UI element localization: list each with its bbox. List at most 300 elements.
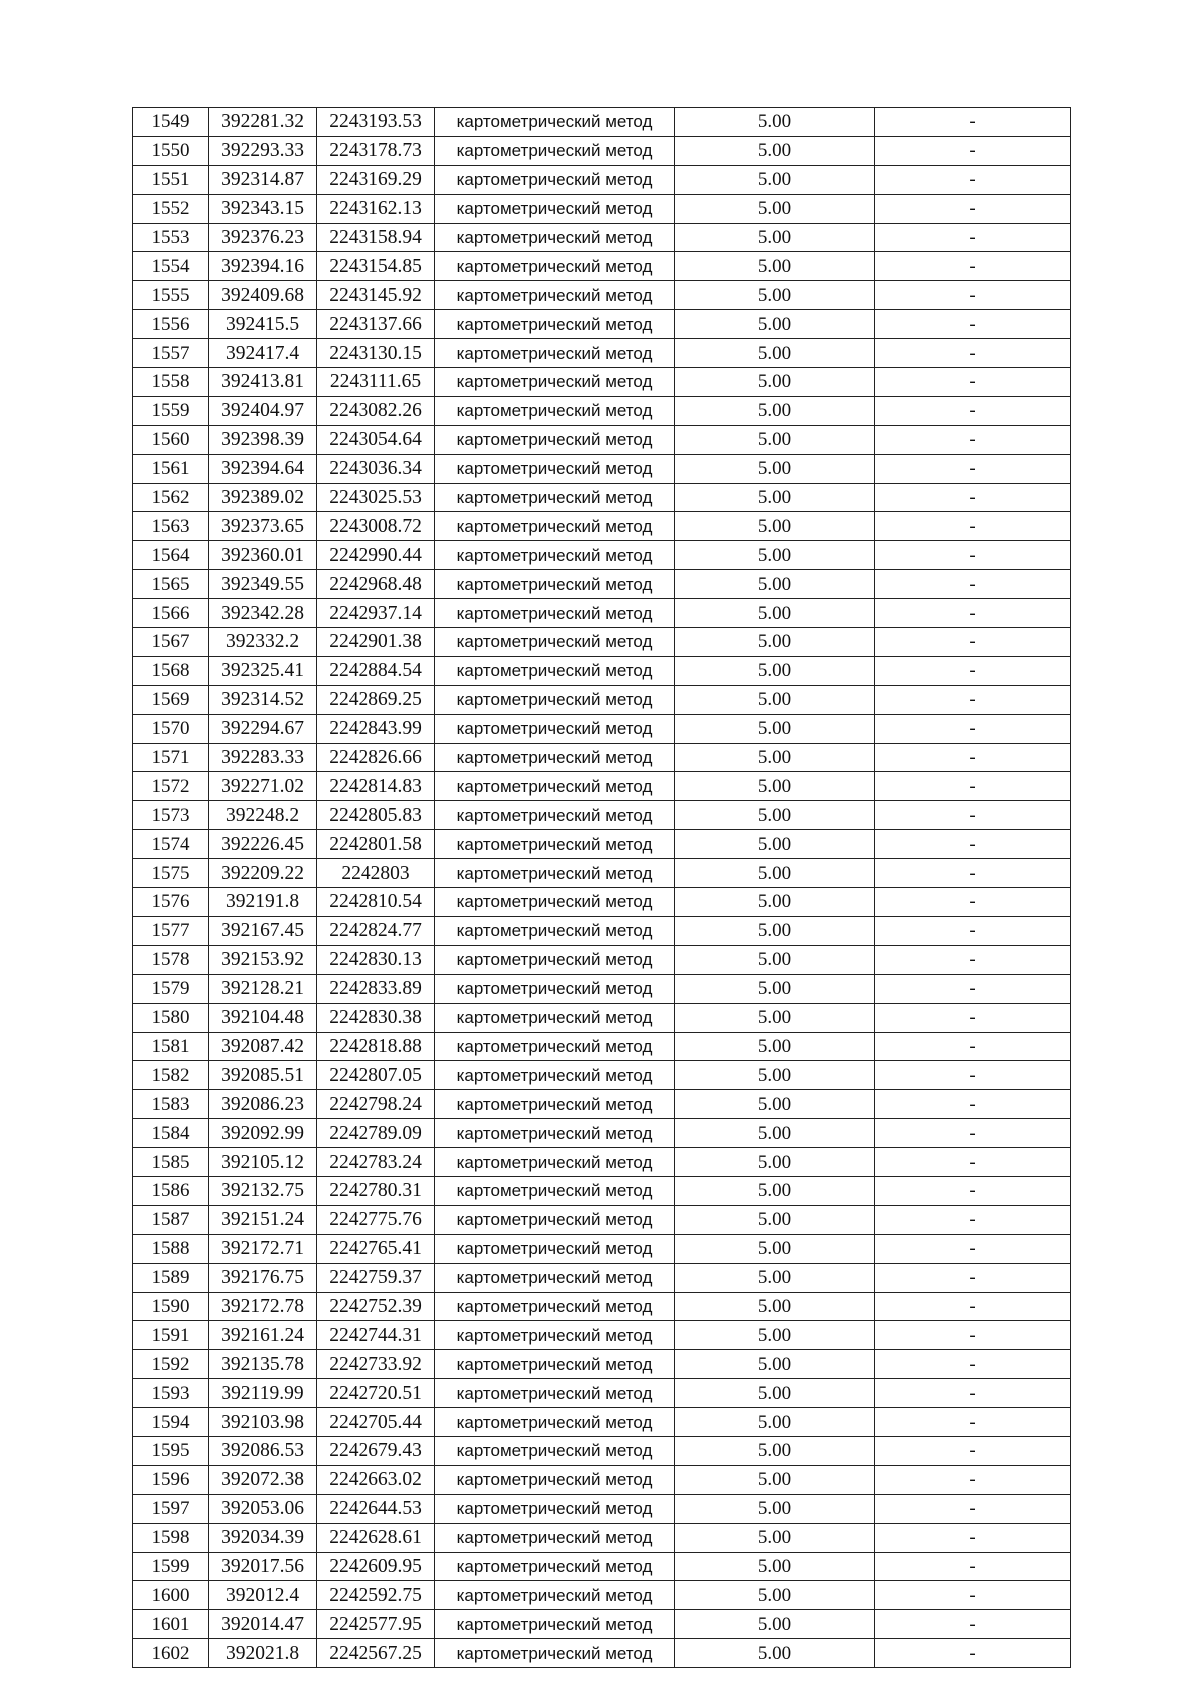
x-coordinate-cell: 392394.16 (209, 252, 317, 281)
table-row (133, 1061, 1071, 1090)
point-number-cell: 1561 (133, 454, 209, 483)
y-coordinate-cell: 2242826.66 (317, 743, 435, 772)
table-row (133, 1321, 1071, 1350)
method-cell: картометрический метод (435, 1321, 675, 1350)
y-coordinate-cell: 2242609.95 (317, 1552, 435, 1581)
note-cell: - (875, 483, 1071, 512)
y-coordinate-cell: 2242990.44 (317, 541, 435, 570)
table-row (133, 1003, 1071, 1032)
table-row (133, 1494, 1071, 1523)
table-row (133, 1292, 1071, 1321)
y-coordinate-cell: 2242803 (317, 859, 435, 888)
precision-cell: 5.00 (675, 252, 875, 281)
precision-cell: 5.00 (675, 888, 875, 917)
method-cell: картометрический метод (435, 656, 675, 685)
x-coordinate-cell: 392172.71 (209, 1234, 317, 1263)
precision-cell: 5.00 (675, 541, 875, 570)
note-cell: - (875, 194, 1071, 223)
note-cell: - (875, 1379, 1071, 1408)
x-coordinate-cell: 392161.24 (209, 1321, 317, 1350)
precision-cell: 5.00 (675, 1436, 875, 1465)
method-cell: картометрический метод (435, 1032, 675, 1061)
table-row (133, 801, 1071, 830)
y-coordinate-cell: 2242789.09 (317, 1119, 435, 1148)
x-coordinate-cell: 392034.39 (209, 1523, 317, 1552)
table-row (133, 1523, 1071, 1552)
note-cell: - (875, 1523, 1071, 1552)
precision-cell: 5.00 (675, 685, 875, 714)
method-cell: картометрический метод (435, 425, 675, 454)
point-number-cell: 1558 (133, 368, 209, 397)
x-coordinate-cell: 392128.21 (209, 974, 317, 1003)
point-number-cell: 1565 (133, 570, 209, 599)
note-cell: - (875, 599, 1071, 628)
x-coordinate-cell: 392413.81 (209, 368, 317, 397)
note-cell: - (875, 772, 1071, 801)
method-cell: картометрический метод (435, 1581, 675, 1610)
note-cell: - (875, 1090, 1071, 1119)
table-row (133, 772, 1071, 801)
y-coordinate-cell: 2242937.14 (317, 599, 435, 628)
x-coordinate-cell: 392119.99 (209, 1379, 317, 1408)
point-number-cell: 1585 (133, 1148, 209, 1177)
table-row (133, 1176, 1071, 1205)
table-row (133, 108, 1071, 137)
point-number-cell: 1594 (133, 1408, 209, 1437)
point-number-cell: 1572 (133, 772, 209, 801)
note-cell: - (875, 281, 1071, 310)
x-coordinate-cell: 392342.28 (209, 599, 317, 628)
x-coordinate-cell: 392283.33 (209, 743, 317, 772)
y-coordinate-cell: 2242901.38 (317, 628, 435, 657)
note-cell: - (875, 1234, 1071, 1263)
x-coordinate-cell: 392415.5 (209, 310, 317, 339)
x-coordinate-cell: 392314.87 (209, 165, 317, 194)
point-number-cell: 1587 (133, 1205, 209, 1234)
method-cell: картометрический метод (435, 310, 675, 339)
note-cell: - (875, 570, 1071, 599)
precision-cell: 5.00 (675, 1639, 875, 1668)
y-coordinate-cell: 2243193.53 (317, 108, 435, 137)
method-cell: картометрический метод (435, 1610, 675, 1639)
table-row (133, 1032, 1071, 1061)
method-cell: картометрический метод (435, 454, 675, 483)
x-coordinate-cell: 392404.97 (209, 396, 317, 425)
table-row (133, 1148, 1071, 1177)
point-number-cell: 1568 (133, 656, 209, 685)
y-coordinate-cell: 2242775.76 (317, 1205, 435, 1234)
note-cell: - (875, 1610, 1071, 1639)
precision-cell: 5.00 (675, 1581, 875, 1610)
point-number-cell: 1564 (133, 541, 209, 570)
point-number-cell: 1596 (133, 1465, 209, 1494)
x-coordinate-cell: 392376.23 (209, 223, 317, 252)
point-number-cell: 1562 (133, 483, 209, 512)
method-cell: картометрический метод (435, 1436, 675, 1465)
y-coordinate-cell: 2242567.25 (317, 1639, 435, 1668)
precision-cell: 5.00 (675, 1408, 875, 1437)
note-cell: - (875, 1494, 1071, 1523)
table-row (133, 1465, 1071, 1494)
table-row (133, 223, 1071, 252)
y-coordinate-cell: 2242783.24 (317, 1148, 435, 1177)
table-row (133, 368, 1071, 397)
point-number-cell: 1602 (133, 1639, 209, 1668)
precision-cell: 5.00 (675, 570, 875, 599)
x-coordinate-cell: 392086.53 (209, 1436, 317, 1465)
method-cell: картометрический метод (435, 1263, 675, 1292)
x-coordinate-cell: 392294.67 (209, 714, 317, 743)
method-cell: картометрический метод (435, 570, 675, 599)
point-number-cell: 1579 (133, 974, 209, 1003)
table-row (133, 945, 1071, 974)
method-cell: картометрический метод (435, 916, 675, 945)
note-cell: - (875, 223, 1071, 252)
x-coordinate-cell: 392349.55 (209, 570, 317, 599)
precision-cell: 5.00 (675, 339, 875, 368)
note-cell: - (875, 916, 1071, 945)
y-coordinate-cell: 2243137.66 (317, 310, 435, 339)
point-number-cell: 1589 (133, 1263, 209, 1292)
point-number-cell: 1582 (133, 1061, 209, 1090)
precision-cell: 5.00 (675, 1032, 875, 1061)
method-cell: картометрический метод (435, 1494, 675, 1523)
table-row (133, 628, 1071, 657)
x-coordinate-cell: 392092.99 (209, 1119, 317, 1148)
precision-cell: 5.00 (675, 194, 875, 223)
point-number-cell: 1552 (133, 194, 209, 223)
y-coordinate-cell: 2243145.92 (317, 281, 435, 310)
table-row (133, 714, 1071, 743)
point-number-cell: 1580 (133, 1003, 209, 1032)
x-coordinate-cell: 392360.01 (209, 541, 317, 570)
method-cell: картометрический метод (435, 1119, 675, 1148)
note-cell: - (875, 165, 1071, 194)
method-cell: картометрический метод (435, 1379, 675, 1408)
point-number-cell: 1576 (133, 888, 209, 917)
y-coordinate-cell: 2242720.51 (317, 1379, 435, 1408)
note-cell: - (875, 1119, 1071, 1148)
y-coordinate-cell: 2243130.15 (317, 339, 435, 368)
note-cell: - (875, 888, 1071, 917)
coordinates-table-body (133, 108, 1071, 1668)
x-coordinate-cell: 392017.56 (209, 1552, 317, 1581)
precision-cell: 5.00 (675, 512, 875, 541)
method-cell: картометрический метод (435, 599, 675, 628)
y-coordinate-cell: 2243162.13 (317, 194, 435, 223)
precision-cell: 5.00 (675, 628, 875, 657)
y-coordinate-cell: 2242830.38 (317, 1003, 435, 1032)
x-coordinate-cell: 392248.2 (209, 801, 317, 830)
note-cell: - (875, 945, 1071, 974)
y-coordinate-cell: 2242744.31 (317, 1321, 435, 1350)
note-cell: - (875, 1581, 1071, 1610)
x-coordinate-cell: 392325.41 (209, 656, 317, 685)
y-coordinate-cell: 2243036.34 (317, 454, 435, 483)
point-number-cell: 1553 (133, 223, 209, 252)
note-cell: - (875, 454, 1071, 483)
method-cell: картометрический метод (435, 628, 675, 657)
note-cell: - (875, 1321, 1071, 1350)
table-row (133, 194, 1071, 223)
x-coordinate-cell: 392332.2 (209, 628, 317, 657)
x-coordinate-cell: 392293.33 (209, 136, 317, 165)
point-number-cell: 1577 (133, 916, 209, 945)
note-cell: - (875, 830, 1071, 859)
note-cell: - (875, 859, 1071, 888)
y-coordinate-cell: 2242679.43 (317, 1436, 435, 1465)
method-cell: картометрический метод (435, 830, 675, 859)
method-cell: картометрический метод (435, 1350, 675, 1379)
table-row (133, 1408, 1071, 1437)
note-cell: - (875, 1408, 1071, 1437)
note-cell: - (875, 1205, 1071, 1234)
x-coordinate-cell: 392132.75 (209, 1176, 317, 1205)
x-coordinate-cell: 392053.06 (209, 1494, 317, 1523)
point-number-cell: 1581 (133, 1032, 209, 1061)
x-coordinate-cell: 392104.48 (209, 1003, 317, 1032)
y-coordinate-cell: 2242705.44 (317, 1408, 435, 1437)
point-number-cell: 1557 (133, 339, 209, 368)
method-cell: картометрический метод (435, 368, 675, 397)
note-cell: - (875, 1032, 1071, 1061)
precision-cell: 5.00 (675, 1234, 875, 1263)
method-cell: картометрический метод (435, 396, 675, 425)
y-coordinate-cell: 2242968.48 (317, 570, 435, 599)
x-coordinate-cell: 392389.02 (209, 483, 317, 512)
table-row (133, 454, 1071, 483)
method-cell: картометрический метод (435, 281, 675, 310)
table-row (133, 396, 1071, 425)
method-cell: картометрический метод (435, 1465, 675, 1494)
x-coordinate-cell: 392153.92 (209, 945, 317, 974)
precision-cell: 5.00 (675, 1465, 875, 1494)
point-number-cell: 1590 (133, 1292, 209, 1321)
x-coordinate-cell: 392135.78 (209, 1350, 317, 1379)
note-cell: - (875, 368, 1071, 397)
note-cell: - (875, 1176, 1071, 1205)
table-row (133, 136, 1071, 165)
point-number-cell: 1598 (133, 1523, 209, 1552)
precision-cell: 5.00 (675, 368, 875, 397)
method-cell: картометрический метод (435, 483, 675, 512)
y-coordinate-cell: 2242805.83 (317, 801, 435, 830)
table-row (133, 656, 1071, 685)
table-row (133, 1610, 1071, 1639)
y-coordinate-cell: 2243008.72 (317, 512, 435, 541)
precision-cell: 5.00 (675, 772, 875, 801)
point-number-cell: 1550 (133, 136, 209, 165)
x-coordinate-cell: 392167.45 (209, 916, 317, 945)
point-number-cell: 1578 (133, 945, 209, 974)
precision-cell: 5.00 (675, 396, 875, 425)
method-cell: картометрический метод (435, 223, 675, 252)
method-cell: картометрический метод (435, 1639, 675, 1668)
note-cell: - (875, 1263, 1071, 1292)
x-coordinate-cell: 392226.45 (209, 830, 317, 859)
note-cell: - (875, 1061, 1071, 1090)
precision-cell: 5.00 (675, 1321, 875, 1350)
y-coordinate-cell: 2242884.54 (317, 656, 435, 685)
note-cell: - (875, 685, 1071, 714)
table-row (133, 1090, 1071, 1119)
table-row (133, 1552, 1071, 1581)
table-row (133, 310, 1071, 339)
point-number-cell: 1551 (133, 165, 209, 194)
method-cell: картометрический метод (435, 108, 675, 137)
table-row (133, 165, 1071, 194)
precision-cell: 5.00 (675, 1003, 875, 1032)
y-coordinate-cell: 2242810.54 (317, 888, 435, 917)
point-number-cell: 1583 (133, 1090, 209, 1119)
point-number-cell: 1549 (133, 108, 209, 137)
table-row (133, 1379, 1071, 1408)
method-cell: картометрический метод (435, 1090, 675, 1119)
y-coordinate-cell: 2243178.73 (317, 136, 435, 165)
point-number-cell: 1575 (133, 859, 209, 888)
table-row (133, 1205, 1071, 1234)
x-coordinate-cell: 392151.24 (209, 1205, 317, 1234)
precision-cell: 5.00 (675, 1205, 875, 1234)
y-coordinate-cell: 2243025.53 (317, 483, 435, 512)
x-coordinate-cell: 392394.64 (209, 454, 317, 483)
note-cell: - (875, 108, 1071, 137)
x-coordinate-cell: 392373.65 (209, 512, 317, 541)
x-coordinate-cell: 392012.4 (209, 1581, 317, 1610)
note-cell: - (875, 310, 1071, 339)
point-number-cell: 1588 (133, 1234, 209, 1263)
precision-cell: 5.00 (675, 1090, 875, 1119)
x-coordinate-cell: 392172.78 (209, 1292, 317, 1321)
y-coordinate-cell: 2242830.13 (317, 945, 435, 974)
method-cell: картометрический метод (435, 512, 675, 541)
precision-cell: 5.00 (675, 801, 875, 830)
x-coordinate-cell: 392086.23 (209, 1090, 317, 1119)
x-coordinate-cell: 392281.32 (209, 108, 317, 137)
note-cell: - (875, 1552, 1071, 1581)
y-coordinate-cell: 2242814.83 (317, 772, 435, 801)
table-row (133, 1234, 1071, 1263)
y-coordinate-cell: 2242663.02 (317, 1465, 435, 1494)
y-coordinate-cell: 2242807.05 (317, 1061, 435, 1090)
table-row (133, 512, 1071, 541)
point-number-cell: 1559 (133, 396, 209, 425)
table-row (133, 1263, 1071, 1292)
point-number-cell: 1601 (133, 1610, 209, 1639)
y-coordinate-cell: 2242628.61 (317, 1523, 435, 1552)
x-coordinate-cell: 392398.39 (209, 425, 317, 454)
point-number-cell: 1567 (133, 628, 209, 657)
table-row (133, 281, 1071, 310)
y-coordinate-cell: 2242752.39 (317, 1292, 435, 1321)
table-row (133, 830, 1071, 859)
table-row (133, 1639, 1071, 1668)
precision-cell: 5.00 (675, 281, 875, 310)
y-coordinate-cell: 2243154.85 (317, 252, 435, 281)
method-cell: картометрический метод (435, 1148, 675, 1177)
method-cell: картометрический метод (435, 1234, 675, 1263)
y-coordinate-cell: 2243158.94 (317, 223, 435, 252)
precision-cell: 5.00 (675, 916, 875, 945)
precision-cell: 5.00 (675, 830, 875, 859)
point-number-cell: 1560 (133, 425, 209, 454)
table-row (133, 859, 1071, 888)
table-row (133, 339, 1071, 368)
note-cell: - (875, 252, 1071, 281)
precision-cell: 5.00 (675, 310, 875, 339)
precision-cell: 5.00 (675, 136, 875, 165)
table-row (133, 743, 1071, 772)
precision-cell: 5.00 (675, 108, 875, 137)
method-cell: картометрический метод (435, 772, 675, 801)
y-coordinate-cell: 2242765.41 (317, 1234, 435, 1263)
note-cell: - (875, 1350, 1071, 1379)
x-coordinate-cell: 392271.02 (209, 772, 317, 801)
table-row (133, 685, 1071, 714)
method-cell: картометрический метод (435, 859, 675, 888)
x-coordinate-cell: 392209.22 (209, 859, 317, 888)
method-cell: картометрический метод (435, 541, 675, 570)
precision-cell: 5.00 (675, 599, 875, 628)
note-cell: - (875, 1639, 1071, 1668)
point-number-cell: 1595 (133, 1436, 209, 1465)
precision-cell: 5.00 (675, 1523, 875, 1552)
table-row (133, 888, 1071, 917)
precision-cell: 5.00 (675, 1176, 875, 1205)
x-coordinate-cell: 392417.4 (209, 339, 317, 368)
note-cell: - (875, 1148, 1071, 1177)
point-number-cell: 1599 (133, 1552, 209, 1581)
method-cell: картометрический метод (435, 1205, 675, 1234)
method-cell: картометрический метод (435, 1003, 675, 1032)
method-cell: картометрический метод (435, 1176, 675, 1205)
method-cell: картометрический метод (435, 136, 675, 165)
precision-cell: 5.00 (675, 483, 875, 512)
point-number-cell: 1573 (133, 801, 209, 830)
x-coordinate-cell: 392409.68 (209, 281, 317, 310)
table-row (133, 1436, 1071, 1465)
point-number-cell: 1600 (133, 1581, 209, 1610)
y-coordinate-cell: 2242869.25 (317, 685, 435, 714)
table-row (133, 425, 1071, 454)
precision-cell: 5.00 (675, 859, 875, 888)
y-coordinate-cell: 2242833.89 (317, 974, 435, 1003)
x-coordinate-cell: 392343.15 (209, 194, 317, 223)
precision-cell: 5.00 (675, 1061, 875, 1090)
point-number-cell: 1569 (133, 685, 209, 714)
method-cell: картометрический метод (435, 974, 675, 1003)
coordinates-table (132, 107, 1071, 1668)
x-coordinate-cell: 392072.38 (209, 1465, 317, 1494)
table-row (133, 974, 1071, 1003)
note-cell: - (875, 1465, 1071, 1494)
point-number-cell: 1591 (133, 1321, 209, 1350)
precision-cell: 5.00 (675, 1263, 875, 1292)
precision-cell: 5.00 (675, 425, 875, 454)
y-coordinate-cell: 2243111.65 (317, 368, 435, 397)
note-cell: - (875, 1436, 1071, 1465)
note-cell: - (875, 512, 1071, 541)
precision-cell: 5.00 (675, 165, 875, 194)
x-coordinate-cell: 392176.75 (209, 1263, 317, 1292)
y-coordinate-cell: 2243054.64 (317, 425, 435, 454)
precision-cell: 5.00 (675, 1292, 875, 1321)
point-number-cell: 1586 (133, 1176, 209, 1205)
point-number-cell: 1555 (133, 281, 209, 310)
note-cell: - (875, 656, 1071, 685)
table-row (133, 1119, 1071, 1148)
method-cell: картометрический метод (435, 339, 675, 368)
